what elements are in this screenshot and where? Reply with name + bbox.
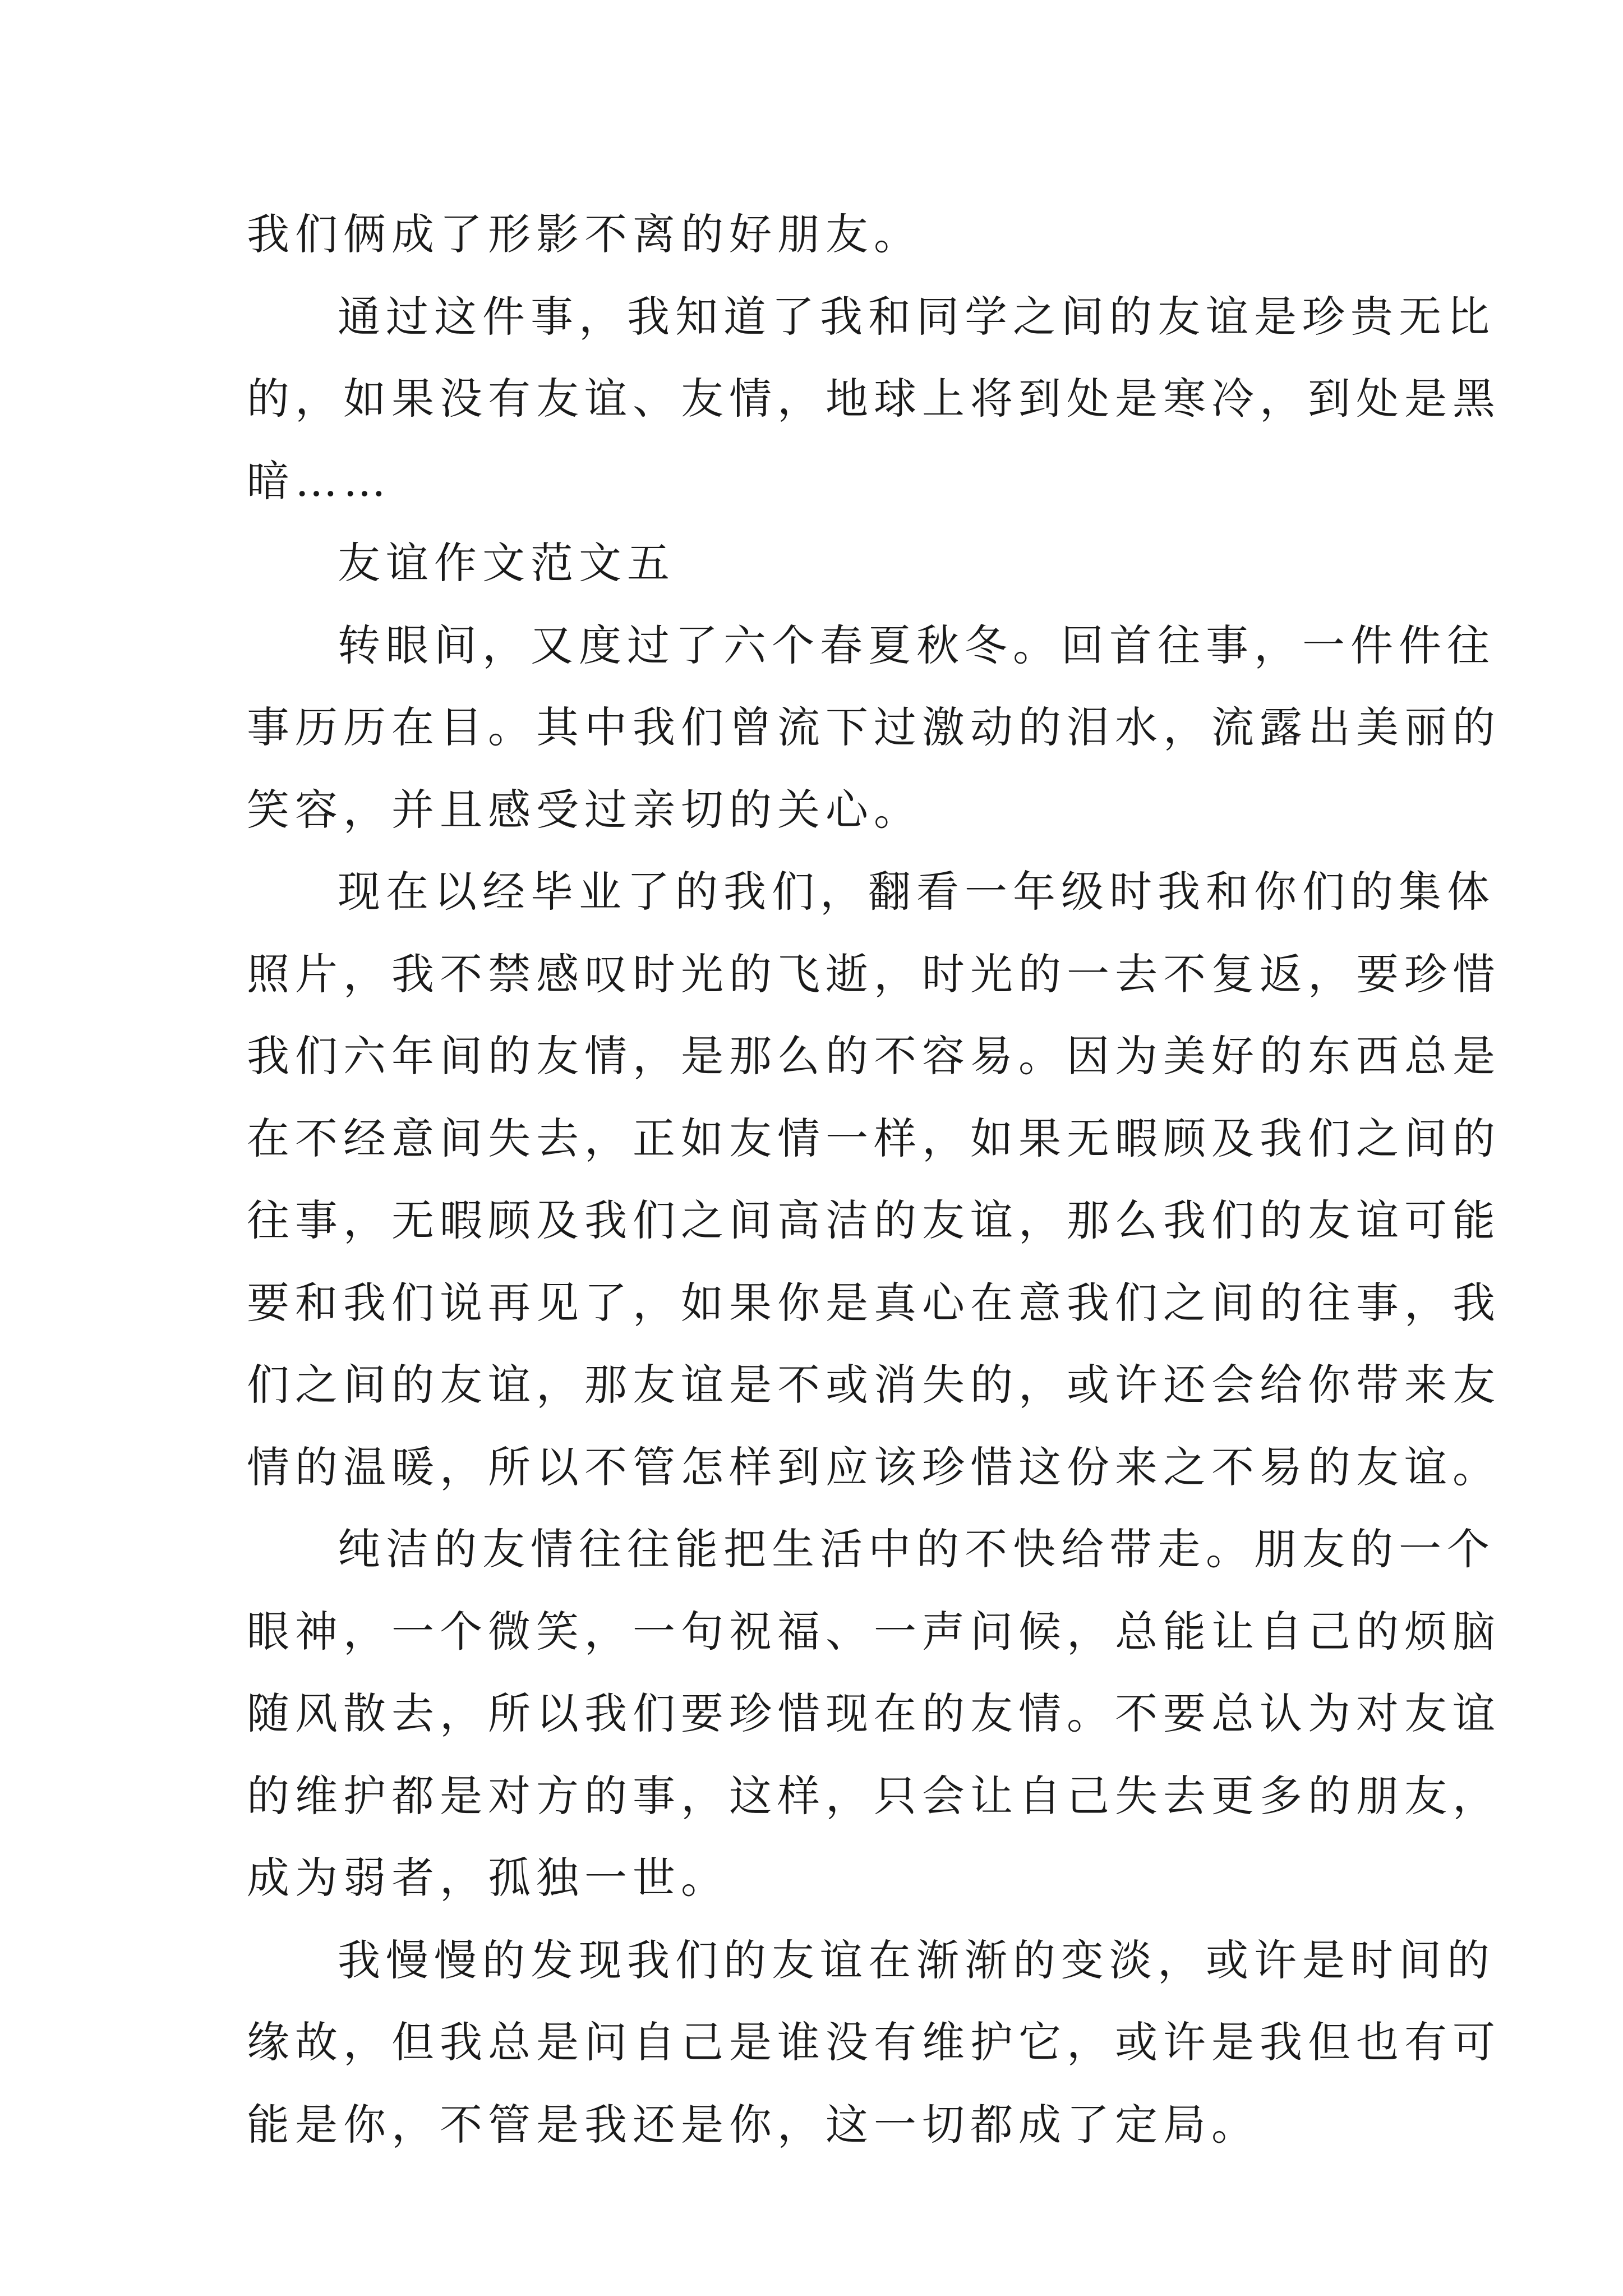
text-line: 纯洁的友情往往能把生活中的不快给带走。朋友的一个	[338, 1524, 1495, 1574]
section-heading: 友谊作文范文五	[338, 538, 675, 588]
text-line: 情的温暖，所以不管怎样到应该珍惜这份来之不易的友谊。	[247, 1442, 1501, 1492]
text-line: 的，如果没有友谊、友情，地球上将到处是寒冷，到处是黑	[247, 374, 1501, 424]
text-line: 转眼间，又度过了六个春夏秋冬。回首往事，一件件往	[338, 620, 1495, 670]
text-line: 现在以经毕业了的我们，翻看一年级时我和你们的集体	[338, 867, 1495, 917]
text-line: 的维护都是对方的事，这样，只会让自己失去更多的朋友，	[247, 1770, 1501, 1821]
text-line: 事历历在目。其中我们曾流下过激动的泪水，流露出美丽的	[247, 702, 1501, 752]
text-line: 能是你，不管是我还是你，这一切都成了定局。	[247, 2099, 1260, 2150]
text-line: 在不经意间失去，正如友情一样，如果无暇顾及我们之间的	[247, 1113, 1501, 1163]
document-body	[247, 194, 1501, 2166]
text-line: 们之间的友谊，那友谊是不或消失的，或许还会给你带来友	[247, 1360, 1501, 1410]
text-line: 我慢慢的发现我们的友谊在渐渐的变淡，或许是时间的	[338, 1935, 1495, 1985]
text-line: 往事，无暇顾及我们之间高洁的友谊，那么我们的友谊可能	[247, 1195, 1501, 1245]
text-line: 缘故，但我总是问自己是谁没有维护它，或许是我但也有可	[247, 2017, 1501, 2067]
text-line: 随风散去，所以我们要珍惜现在的友情。不要总认为对友谊	[247, 1688, 1501, 1738]
text-line: 我们六年间的友情，是那么的不容易。因为美好的东西总是	[247, 1031, 1501, 1081]
text-line: 通过这件事，我知道了我和同学之间的友谊是珍贵无比	[338, 291, 1495, 342]
text-line: 眼神，一个微笑，一句祝福、一声问候，总能让自己的烦脑	[247, 1606, 1501, 1657]
text-line: 照片，我不禁感叹时光的飞逝，时光的一去不复返，要珍惜	[247, 949, 1501, 999]
text-line: 我们俩成了形影不离的好朋友。	[247, 209, 922, 259]
text-line: 成为弱者，孤独一世。	[247, 1853, 729, 1903]
text-line: 要和我们说再见了，如果你是真心在意我们之间的往事，我	[247, 1277, 1501, 1328]
text-line: 暗……	[247, 455, 391, 506]
text-line: 笑容，并且感受过亲切的关心。	[247, 784, 922, 835]
